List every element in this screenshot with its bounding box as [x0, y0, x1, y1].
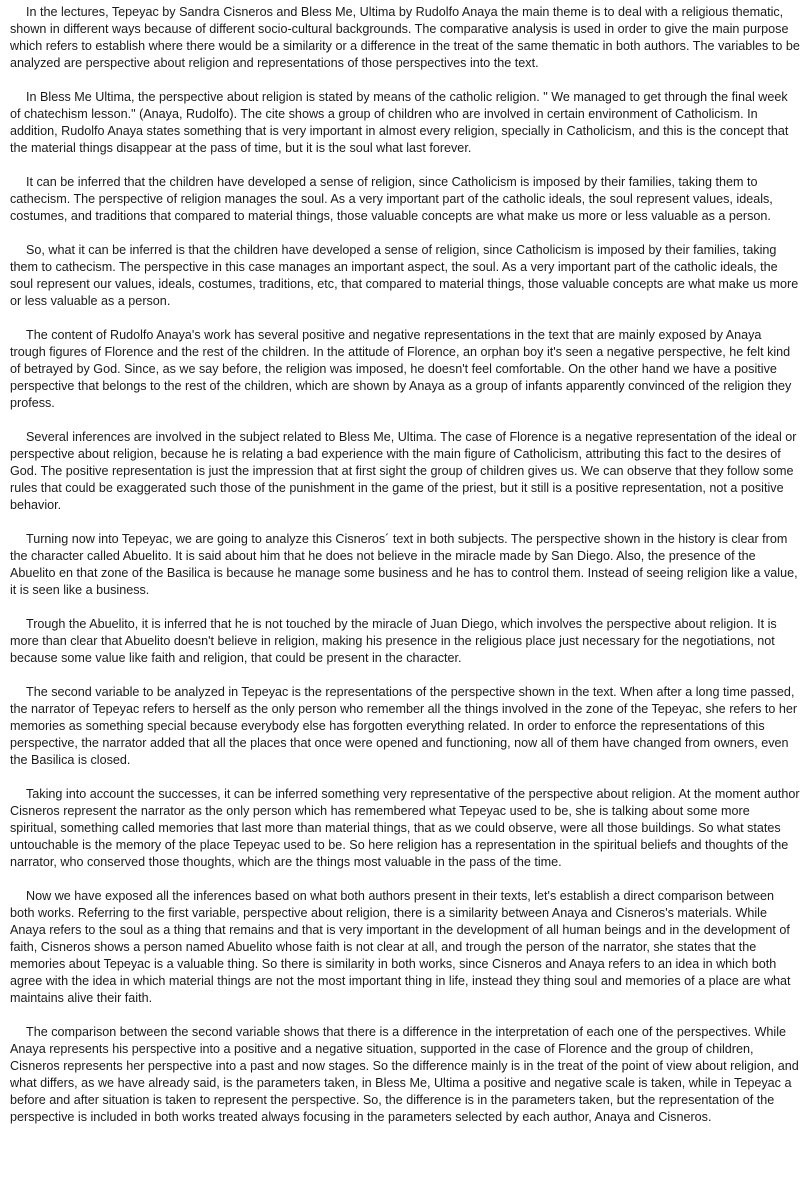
paragraph-2: In Bless Me Ultima, the perspective about religion is stated by means of the catholic religion. " We managed to get through the final week of chatechism lesson." (Anaya, Rudolfo). The cite shows a group of children who are involved in certain environment of Catholicism. In addition, Rudolfo Anaya states something that is very important in almost every religion, specially in Catholicism, and this is the concept that the material things disappear at the pass of time, but it is the soul what last forever.	[10, 90, 789, 155]
paragraph-4: So, what it can be inferred is that the children have developed a sense of religion, since Catholicism is imposed by their families, taking them to cathecism. The perspective in this case manages an important aspect, the soul. As a very important part of the catholic ideals, the soul represent our values, ideals, costumes, traditions, etc, that compared to material things, those valuable concepts are what make us more or less valuable as a person.	[10, 243, 799, 308]
paragraph-12: The comparison between the second variable shows that there is a difference in the interpretation of each one of the perspectives. While Anaya represents his perspective into a positive and a negative situation, supported in the case of Florence and the group of children, Cisneros represents her perspective into a past and now stages. So the difference mainly is in the treat of the point of view about religion, and what differs, as we have already said, is the parameters taken, in Bless Me, Ultima a positive and negative scale is taken, while in Tepeyac a before and after situation is taken to represent the perspective. So, the difference is in the parameters taken, but the representation of the perspective is included in both works treated always focusing in the parameters selected by each author, Anaya and Cisneros.	[10, 1025, 799, 1124]
paragraph-5: The content of Rudolfo Anaya's work has several positive and negative representations in the text that are mainly exposed by Anaya trough figures of Florence and the rest of the children. In the attitude of Florence, an orphan boy it's seen a negative perspective, he felt kind of betrayed by God. Since, as we say before, the religion was imposed, he doesn't feel comfortable. On the other hand we have a positive perspective that belongs to the rest of the children, which are shown by Anaya as a group of infants apparently convinced of the religion they profess.	[10, 328, 792, 410]
paragraph-1: In the lectures, Tepeyac by Sandra Cisneros and Bless Me, Ultima by Rudolfo Anaya the main theme is to deal with a religious thematic, shown in different ways because of different socio-cultural backgrounds. The comparative analysis is used in order to give the main purpose which refers to establish where there would be a similarity or a difference in the treat of the same thematic in both authors. The variables to be analyzed are perspective about religion and representations of those perspectives into the text.	[10, 5, 800, 70]
paragraph-9: The second variable to be analyzed in Tepeyac is the representations of the perspective shown in the text. When after a long time passed, the narrator of Tepeyac refers to herself as the only person who remember all the things involved in the zone of the Tepeyac, she refers to her memories as something special because everybody else has forgotten everything related. In order to enforce the representations of this perspective, the narrator added that all the places that once were opened and functioning, now all of them have changed from owners, even the Basilica is closed.	[10, 685, 798, 767]
paragraph-6: Several inferences are involved in the subject related to Bless Me, Ultima. The case of Florence is a negative representation of the ideal or perspective about religion, because he is relating a bad experience with the main figure of Catholicism, attributing this fact to the desires of God. The positive representation is just the impression that at first sight the group of children gives us. We can observe that they follow some rules that could be exaggerated such those of the punishment in the game of the priest, but it still is a positive representation, not a positive behavior.	[10, 430, 797, 512]
paragraph-8: Trough the Abuelito, it is inferred that he is not touched by the miracle of Juan Diego, which involves the perspective about religion. It is more than clear that Abuelito doesn't believe in religion, making his presence in the religious place just necessary for the negotiations, not because some value like faith and religion, that could be present in the character.	[10, 617, 777, 665]
paragraph-11: Now we have exposed all the inferences based on what both authors present in their texts, let's establish a direct comparison between both works. Referring to the first variable, perspective about religion, there is a similarity between Anaya and Cisneros's materials. While Anaya refers to the soul as a thing that remains and that is very important in the development of all human beings and in the development of faith, Cisneros shows a person named Abuelito whose faith is not clear at all, and trough the person of the narrator, she states that the memories about Tepeyac is a valuable thing. So there is similarity in both works, since Cisneros and Anaya refers to an idea in which both agree with the idea in which material things are not the most important thing in life, instead they thing soul and memories of a place are what maintains alive their faith.	[10, 889, 791, 1005]
paragraph-7: Turning now into Tepeyac, we are going to analyze this Cisneros´ text in both subjects. The perspective shown in the history is clear from the character called Abuelito. It is said about him that he does not believe in the miracle made by San Diego. Also, the presence of the Abuelito en that zone of the Basilica is because he manage some business and he has to control them. Instead of seeing religion like a value, it is seen like a business.	[10, 532, 798, 597]
paragraph-3: It can be inferred that the children have developed a sense of religion, since Catholicism is imposed by their families, taking them to cathecism. The perspective of religion manages the soul. As a very important part of the catholic ideals, the soul represent values, ideals, costumes, and traditions that compared to material things, those valuable concepts are what make us more or less valuable as a person.	[10, 175, 773, 223]
paragraph-10: Taking into account the successes, it can be inferred something very representative of the perspective about religion. At the moment author Cisneros represent the narrator as the only person which has remembered what Tepeyac used to be, she is talking about some more spiritual, something called memories that last more than material things, that as we could observe, were all those buildings. So what states untouchable is the memory of the place Tepeyac used to be. So here religion has a representation in the spiritual beliefs and thoughts of the narrator, who conserved those thoughts, which are the things most valuable in the pass of the time.	[10, 787, 800, 869]
